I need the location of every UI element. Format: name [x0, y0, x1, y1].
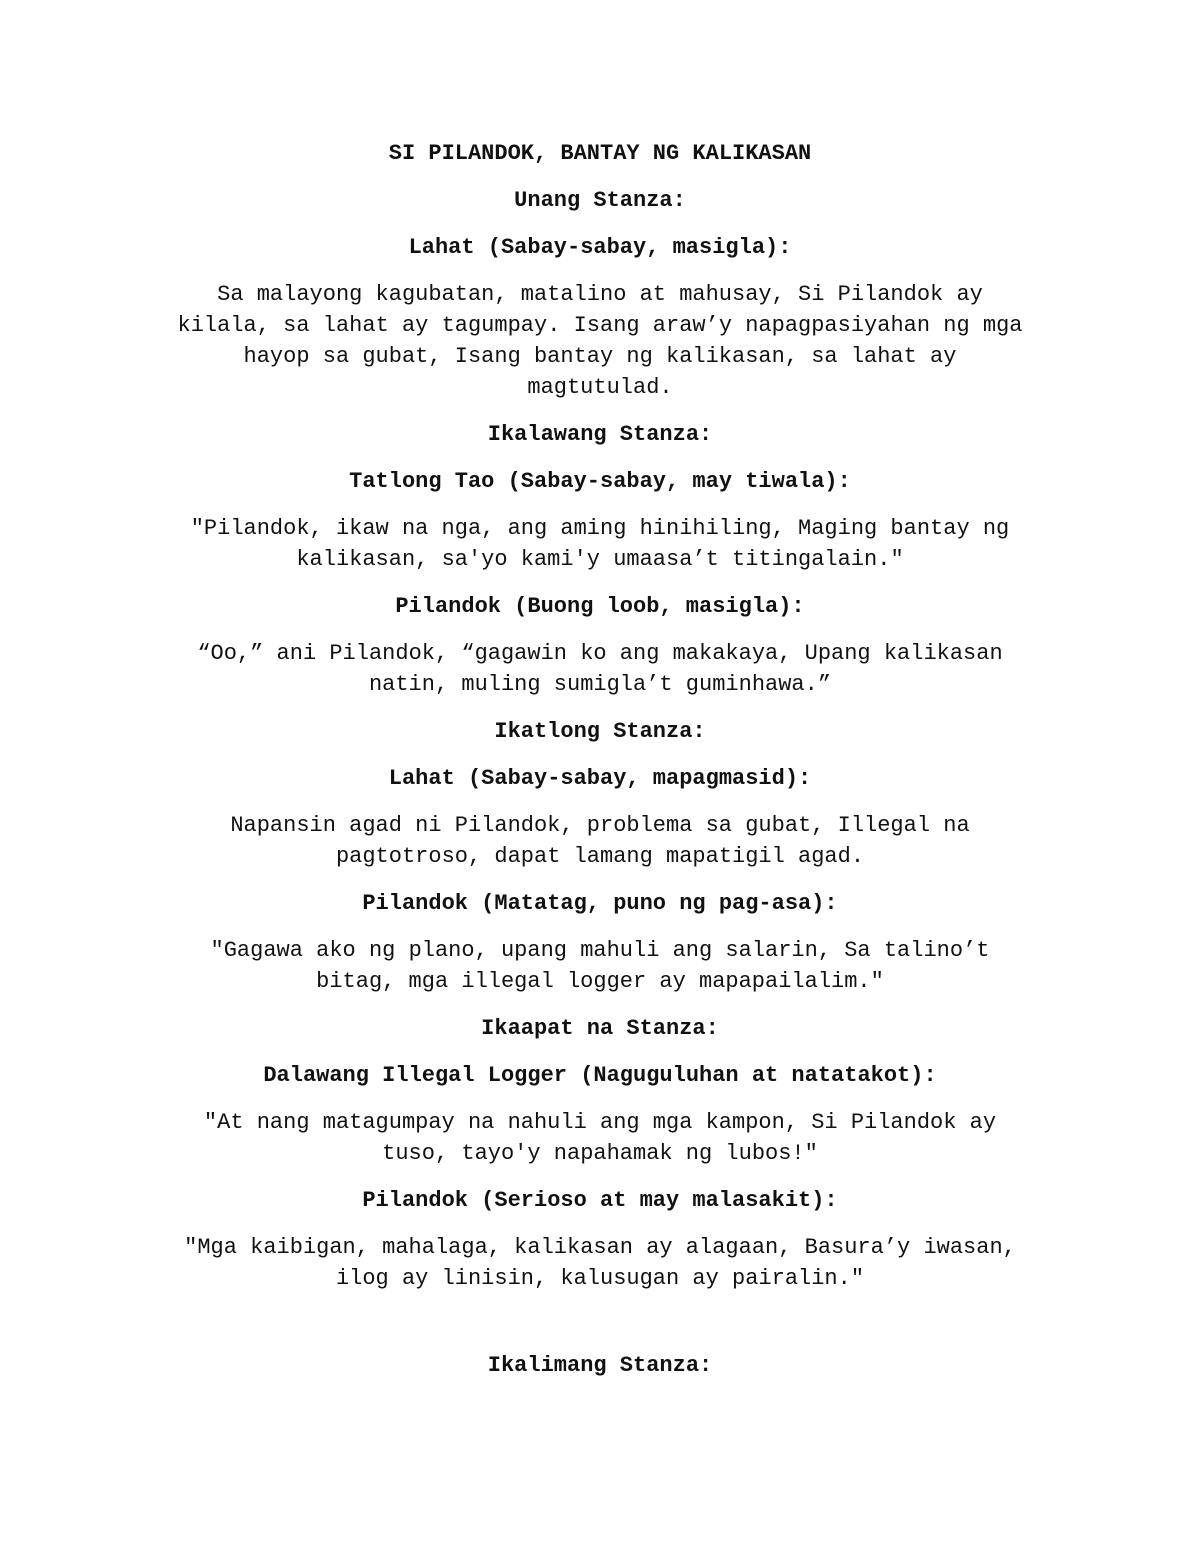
- stanza-4-verse-2: [140, 1232, 1060, 1294]
- stanza-1-heading: Unang Stanza:: [514, 188, 686, 213]
- verse-line: "Pilandok, ikaw na nga, ang aming hinihiling, Maging bantay ng: [190, 516, 1010, 541]
- verse-line: “Oo,” ani Pilandok, “gagawin ko ang makakaya, Upang kalikasan: [197, 641, 1003, 666]
- stanza-3-speaker-1: Lahat (Sabay-sabay, mapagmasid):: [388, 766, 812, 791]
- stanza-3-verse-1: [140, 810, 1060, 872]
- stanza-2-verse-2: [140, 638, 1060, 700]
- stanza-4-heading: Ikaapat na Stanza:: [481, 1016, 719, 1041]
- verse-line: kilala, sa lahat ay tagumpay. Isang araw’y napagpasiyahan ng mga: [177, 313, 1023, 338]
- stanza-2-speaker-2: Pilandok (Buong loob, masigla):: [395, 594, 805, 619]
- stanza-4-verse-1: [140, 1107, 1060, 1169]
- verse-line: tuso, tayo'y napahamak ng lubos!": [382, 1141, 818, 1166]
- verse-line: Napansin agad ni Pilandok, problema sa gubat, Illegal na: [230, 813, 970, 838]
- stanza-4-speaker-1: Dalawang Illegal Logger (Naguguluhan at natatakot):: [263, 1063, 937, 1088]
- document-title: SI PILANDOK, BANTAY NG KALIKASAN: [388, 141, 812, 166]
- verse-line: pagtotroso, dapat lamang mapatigil agad.: [335, 844, 865, 869]
- stanza-3-speaker-2: Pilandok (Matatag, puno ng pag-asa):: [362, 891, 838, 916]
- stanza-1-verse: [140, 279, 1060, 403]
- verse-line: hayop sa gubat, Isang bantay ng kalikasan, sa lahat ay: [243, 344, 957, 369]
- verse-line: magtutulad.: [527, 375, 673, 400]
- verse-line: Sa malayong kagubatan, matalino at mahusay, Si Pilandok ay: [217, 282, 983, 307]
- document-page: [140, 138, 1060, 1397]
- stanza-2-heading: Ikalawang Stanza:: [487, 422, 713, 447]
- verse-line: "At nang matagumpay na nahuli ang mga kampon, Si Pilandok ay: [203, 1110, 997, 1135]
- verse-line: kalikasan, sa'yo kami'y umaasa’t titingalain.": [296, 547, 904, 572]
- verse-line: ilog ay linisin, kalusugan ay pairalin.": [335, 1266, 865, 1291]
- verse-line: natin, muling sumigla’t guminhawa.”: [368, 672, 832, 697]
- verse-line: "Gagawa ako ng plano, upang mahuli ang salarin, Sa talino’t: [210, 938, 990, 963]
- stanza-2-speaker-1: Tatlong Tao (Sabay-sabay, may tiwala):: [349, 469, 851, 494]
- stanza-5-heading: Ikalimang Stanza:: [487, 1353, 713, 1378]
- stanza-3-verse-2: [140, 935, 1060, 997]
- stanza-1-speaker: Lahat (Sabay-sabay, masigla):: [408, 235, 792, 260]
- stanza-2-verse-1: [140, 513, 1060, 575]
- blank-line: [140, 1310, 1060, 1350]
- verse-line: "Mga kaibigan, mahalaga, kalikasan ay alagaan, Basura’y iwasan,: [184, 1235, 1016, 1260]
- stanza-4-speaker-2: Pilandok (Serioso at may malasakit):: [362, 1188, 838, 1213]
- verse-line: bitag, mga illegal logger ay mapapailalim.": [316, 969, 884, 994]
- stanza-3-heading: Ikatlong Stanza:: [494, 719, 706, 744]
